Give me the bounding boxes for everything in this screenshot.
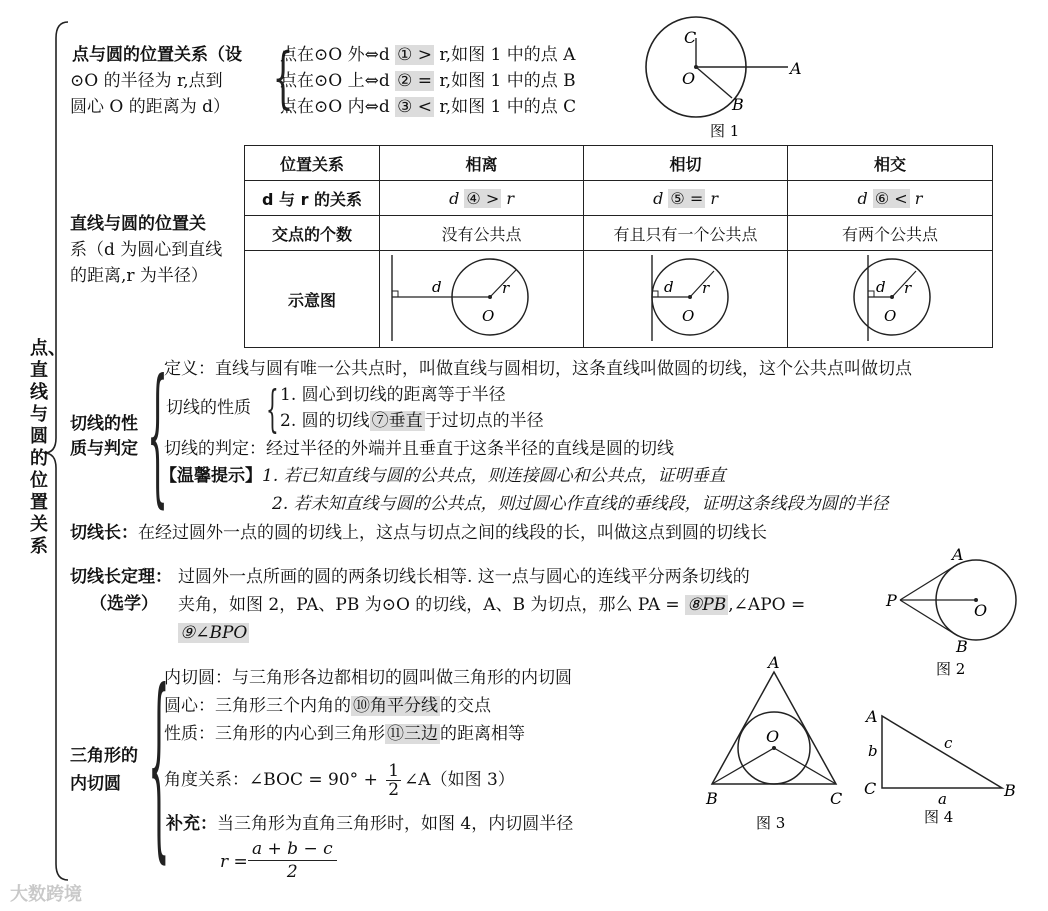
table-cell: d ④ > r bbox=[380, 181, 584, 216]
answer-2: ② = bbox=[397, 71, 433, 91]
svg-text:O: O bbox=[884, 307, 897, 325]
s1-row-2: 点在⊙O 上⇔d ② = r,如图 1 中的点 B bbox=[280, 71, 576, 91]
s3-head-1: 切线的性 bbox=[70, 414, 138, 434]
table-header-row bbox=[245, 146, 993, 181]
answer-8: ⑧PB bbox=[687, 595, 727, 615]
s3-def: 定义：直线与圆有唯一公共点时，叫做直线与圆相切，这条直线叫做圆的切线，这个公共点叫做切点 bbox=[164, 359, 912, 379]
svg-text:d: d bbox=[663, 278, 674, 296]
s6-line-1: 内切圆：与三角形各边都相切的圆叫做三角形的内切圆 bbox=[164, 668, 572, 688]
table-row-label: 示意图 bbox=[245, 251, 380, 348]
table-header-cell: 相交 bbox=[788, 146, 993, 181]
figure-2 bbox=[878, 540, 1028, 680]
s3-tip-2: 2. 若未知直线与圆的公共点，则过圆心作直线的垂线段，证明这条线段为圆的半径 bbox=[272, 494, 889, 514]
s3-tip-1: 【温馨提示】1. 若已知直线与圆的公共点，则连接圆心和公共点，证明垂直 bbox=[160, 466, 726, 486]
s1-brace: { bbox=[272, 39, 294, 116]
answer-11: ⑪三边 bbox=[387, 724, 438, 744]
table-row bbox=[245, 181, 993, 216]
s5-line-1: 过圆外一点所画的圆的两条切线长相等. 这一点与圆心的连线平分两条切线的 bbox=[178, 567, 750, 587]
answer-1: ① > bbox=[397, 45, 433, 65]
s1-head-3: 圆心 O 的距离为 d） bbox=[70, 97, 231, 117]
svg-text:d: d bbox=[431, 278, 442, 296]
s3-prop-2: 2. 圆的切线 ⑦垂直 于过切点的半径 bbox=[280, 411, 544, 431]
table-row bbox=[245, 216, 993, 251]
watermark: 大数跨境 bbox=[10, 884, 82, 905]
s3-prop-label: 切线的性质 bbox=[166, 398, 251, 418]
fig2-label-p: P bbox=[886, 591, 897, 610]
fig2-label-a: A bbox=[952, 545, 964, 564]
s3-prop-1: 1. 圆心到切线的距离等于半径 bbox=[280, 385, 506, 405]
tip-label: 【温馨提示】 bbox=[160, 466, 262, 486]
fig4-label-b: B bbox=[1004, 781, 1016, 800]
s1-row-1: 点在⊙O 外⇔d ① > r,如图 1 中的点 A bbox=[280, 45, 576, 65]
fig1-label-b: B bbox=[732, 95, 744, 114]
answer-5: ⑤ = bbox=[670, 188, 704, 208]
svg-text:d: d bbox=[876, 278, 886, 296]
answer-3: ③ < bbox=[397, 97, 433, 117]
table-cell: 有且只有一个公共点 bbox=[584, 216, 788, 251]
figure-1 bbox=[640, 10, 820, 140]
figure-3 bbox=[700, 652, 850, 837]
answer-6: ⑥ < bbox=[874, 188, 908, 208]
svg-text:O: O bbox=[481, 307, 494, 325]
s6-brace: { bbox=[148, 648, 170, 881]
s6-r-eq: r = bbox=[220, 852, 248, 872]
diagram-tangent bbox=[584, 251, 788, 348]
fig3-label-a: A bbox=[768, 653, 780, 672]
fig3-label-o: O bbox=[766, 727, 780, 746]
fig2-label-o: O bbox=[974, 601, 988, 620]
fig4-label-c: C bbox=[864, 779, 877, 798]
fig4-side-c: c bbox=[944, 734, 953, 752]
s1-head-2: ⊙O 的半径为 r,点到 bbox=[70, 71, 223, 91]
s6-line-4: 角度关系：∠BOC = 90° + $\frac{1}{2}$ ∠A（如图 3） bbox=[164, 761, 515, 800]
s6-line-3: 性质：三角形的内心到三角形 ⑪三边 的距离相等 bbox=[164, 724, 525, 744]
fig3-caption: 图 3 bbox=[756, 814, 786, 832]
s1-head-1: 点与圆的位置关系（设 bbox=[72, 45, 242, 65]
answer-9: ⑨∠BPO bbox=[180, 623, 248, 643]
s5-line-2: 夹角，如图 2，PA、PB 为⊙O 的切线，A、B 为切点，那么 PA = ⑧PB ,∠APO = bbox=[178, 595, 806, 615]
s6-line-2: 圆心：三角形三个内角的 ⑩角平分线 的交点 bbox=[164, 696, 491, 716]
fig3-label-c: C bbox=[830, 789, 843, 808]
fig4-label-a: A bbox=[866, 707, 878, 726]
figure-4 bbox=[858, 700, 1028, 830]
table-cell: 有两个公共点 bbox=[788, 216, 993, 251]
s5-line-3 bbox=[178, 621, 249, 645]
s2-head-2: 系（d 为圆心到直线 bbox=[70, 240, 223, 260]
svg-text:r: r bbox=[701, 279, 709, 297]
fig2-caption: 图 2 bbox=[936, 660, 966, 678]
fig4-side-a: a bbox=[938, 790, 947, 808]
table-header-cell: 位置关系 bbox=[245, 146, 380, 181]
table-row-label: 交点的个数 bbox=[245, 216, 380, 251]
table-row bbox=[245, 251, 993, 348]
s2-head-1: 直线与圆的位置关 bbox=[70, 214, 206, 234]
s4-line: 切线长：在经过圆外一点的圆的切线上，这点与切点之间的线段的长，叫做这点到圆的切线长 bbox=[70, 523, 767, 543]
table-cell: d ⑤ = r bbox=[584, 181, 788, 216]
diagram-separate bbox=[380, 251, 584, 348]
table-header-cell: 相离 bbox=[380, 146, 584, 181]
fig2-label-b: B bbox=[956, 637, 968, 656]
answer-10: ⑩角平分线 bbox=[353, 696, 438, 716]
s3-brace: { bbox=[147, 348, 168, 522]
diagram-intersect bbox=[788, 251, 993, 348]
s1-row-3: 点在⊙O 内⇔d ③ < r,如图 1 中的点 C bbox=[280, 97, 577, 117]
fig4-side-b: b bbox=[868, 742, 878, 760]
s3-head-2: 质与判定 bbox=[70, 439, 138, 459]
s6-supp: 补充：当三角形为直角三角形时，如图 4，内切圆半径 bbox=[166, 814, 574, 834]
table-cell: d ⑥ < r bbox=[788, 181, 993, 216]
s3-prop-brace: { bbox=[266, 380, 279, 438]
s3-judge: 切线的判定：经过半径的外端并且垂直于这条半径的直线是圆的切线 bbox=[164, 439, 674, 459]
answer-7: ⑦垂直 bbox=[371, 411, 423, 431]
s6-head-1: 三角形的 bbox=[70, 746, 138, 766]
fig1-label-c: C bbox=[684, 28, 697, 47]
s5-head: 切线长定理： bbox=[70, 567, 172, 587]
s6-head-2: 内切圆 bbox=[70, 774, 121, 794]
fig4-caption: 图 4 bbox=[924, 808, 954, 826]
side-title: 点、直线与圆的位置关系 bbox=[30, 338, 66, 557]
table-cell: 没有公共点 bbox=[380, 216, 584, 251]
table-row-label: d 与 r 的关系 bbox=[245, 181, 380, 216]
svg-text:O: O bbox=[681, 307, 694, 325]
svg-text:r: r bbox=[501, 279, 509, 297]
fig1-caption: 图 1 bbox=[710, 122, 740, 140]
s6-r-fraction: a + b − c 2 bbox=[248, 838, 337, 883]
table-header-cell: 相切 bbox=[584, 146, 788, 181]
fig1-label-a: A bbox=[790, 59, 802, 78]
answer-4: ④ > bbox=[466, 188, 500, 208]
fig3-label-b: B bbox=[706, 789, 718, 808]
fig1-label-o: O bbox=[682, 69, 696, 88]
s5-sub: （选学） bbox=[90, 594, 158, 614]
relation-table bbox=[244, 145, 993, 348]
s2-head-3: 的距离,r 为半径） bbox=[70, 266, 208, 286]
svg-text:r: r bbox=[904, 279, 912, 297]
fraction-half: $\frac{1}{2}$ bbox=[388, 761, 400, 800]
